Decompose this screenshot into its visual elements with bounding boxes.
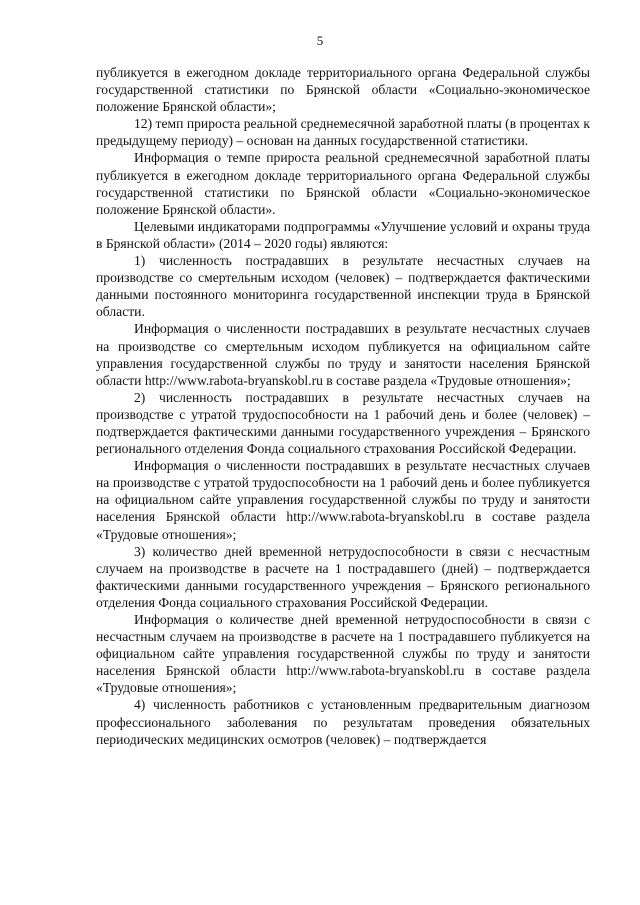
paragraph-info-fatal-accidents: Информация о численности пострадавших в результате несчастных случаев на производстве со смертельным исходом публикуется на официальном сайте управления государственной службы по труду и занятости населения Брянской области http://www.rabota-bryanskobl.ru в составе раздела «Трудовые отношения»; — [96, 321, 590, 388]
paragraph-item-12: 12) темп прироста реальной среднемесячной заработной платы (в процентах к предыдущему периоду) – основан на данных государственной статистики. — [96, 116, 590, 149]
paragraph-item-4: 4) численность работников с установленным предварительным диагнозом профессионального заболевания по результатам проведения обязательных периодических медицинских осмотров (человек) – подтверждается — [96, 697, 590, 747]
paragraph-item-1: 1) численность пострадавших в результате несчастных случаев на производстве со смертельным исходом (человек) – подтверждается фактическими данными постоянного мониторинга государственной инспекции труда в Брянской области. — [96, 253, 590, 320]
paragraph-item-2: 2) численность пострадавших в результате несчастных случаев на производстве с утратой трудоспособности на 1 рабочий день и более (человек) – подтверждается фактическими данными государственного учреждения – Брянского регионального отделения Фонда социального страхования Российской Федерации. — [96, 389, 590, 457]
paragraph-info-disability-days: Информация о количестве дней временной нетрудоспособности в связи с несчастным случаем на производстве в расчете на 1 пострадавшего публикуется на официальном сайте управления государственной службы по труду и занятости населения Брянской области http://www.rabota-bryanskobl.ru в составе раздела «Трудовые отношения»; — [96, 612, 590, 696]
paragraph-info-wage-growth: Информация о темпе прироста реальной среднемесячной заработной платы публикуется в ежегодном докладе территориального органа Федеральной службы государственной статистики по Брянской области «Социально-экономическое положение Брянской области». — [96, 150, 590, 217]
paragraph-info-disability-accidents: Информация о численности пострадавших в результате несчастных случаев на производстве с утратой трудоспособности на 1 рабочий день и более публикуется на официальном сайте управления государственной службы по труду и занятости населения Брянской области http://www.rabota-bryanskobl.ru в составе раздела «Трудовые отношения»; — [96, 458, 590, 542]
paragraph-item-3: 3) количество дней временной нетрудоспособности в связи с несчастным случаем на производстве в расчете на 1 пострадавшего (дней) – подтверждается фактическими данными государственного учреждения – Брянского регионального отделения Фонда социального страхования Российской Федерации. — [96, 543, 590, 610]
document-body — [96, 64, 590, 748]
paragraph-target-indicators: Целевыми индикаторами подпрограммы «Улучшение условий и охраны труда в Брянской области» (2014 – 2020 годы) являются: — [96, 218, 590, 251]
paragraph-continuation: публикуется в ежегодном докладе территориального органа Федеральной службы государственной статистики по Брянской области «Социально-экономическое положение Брянской области»; — [96, 65, 590, 115]
page-number: 5 — [316, 33, 324, 48]
